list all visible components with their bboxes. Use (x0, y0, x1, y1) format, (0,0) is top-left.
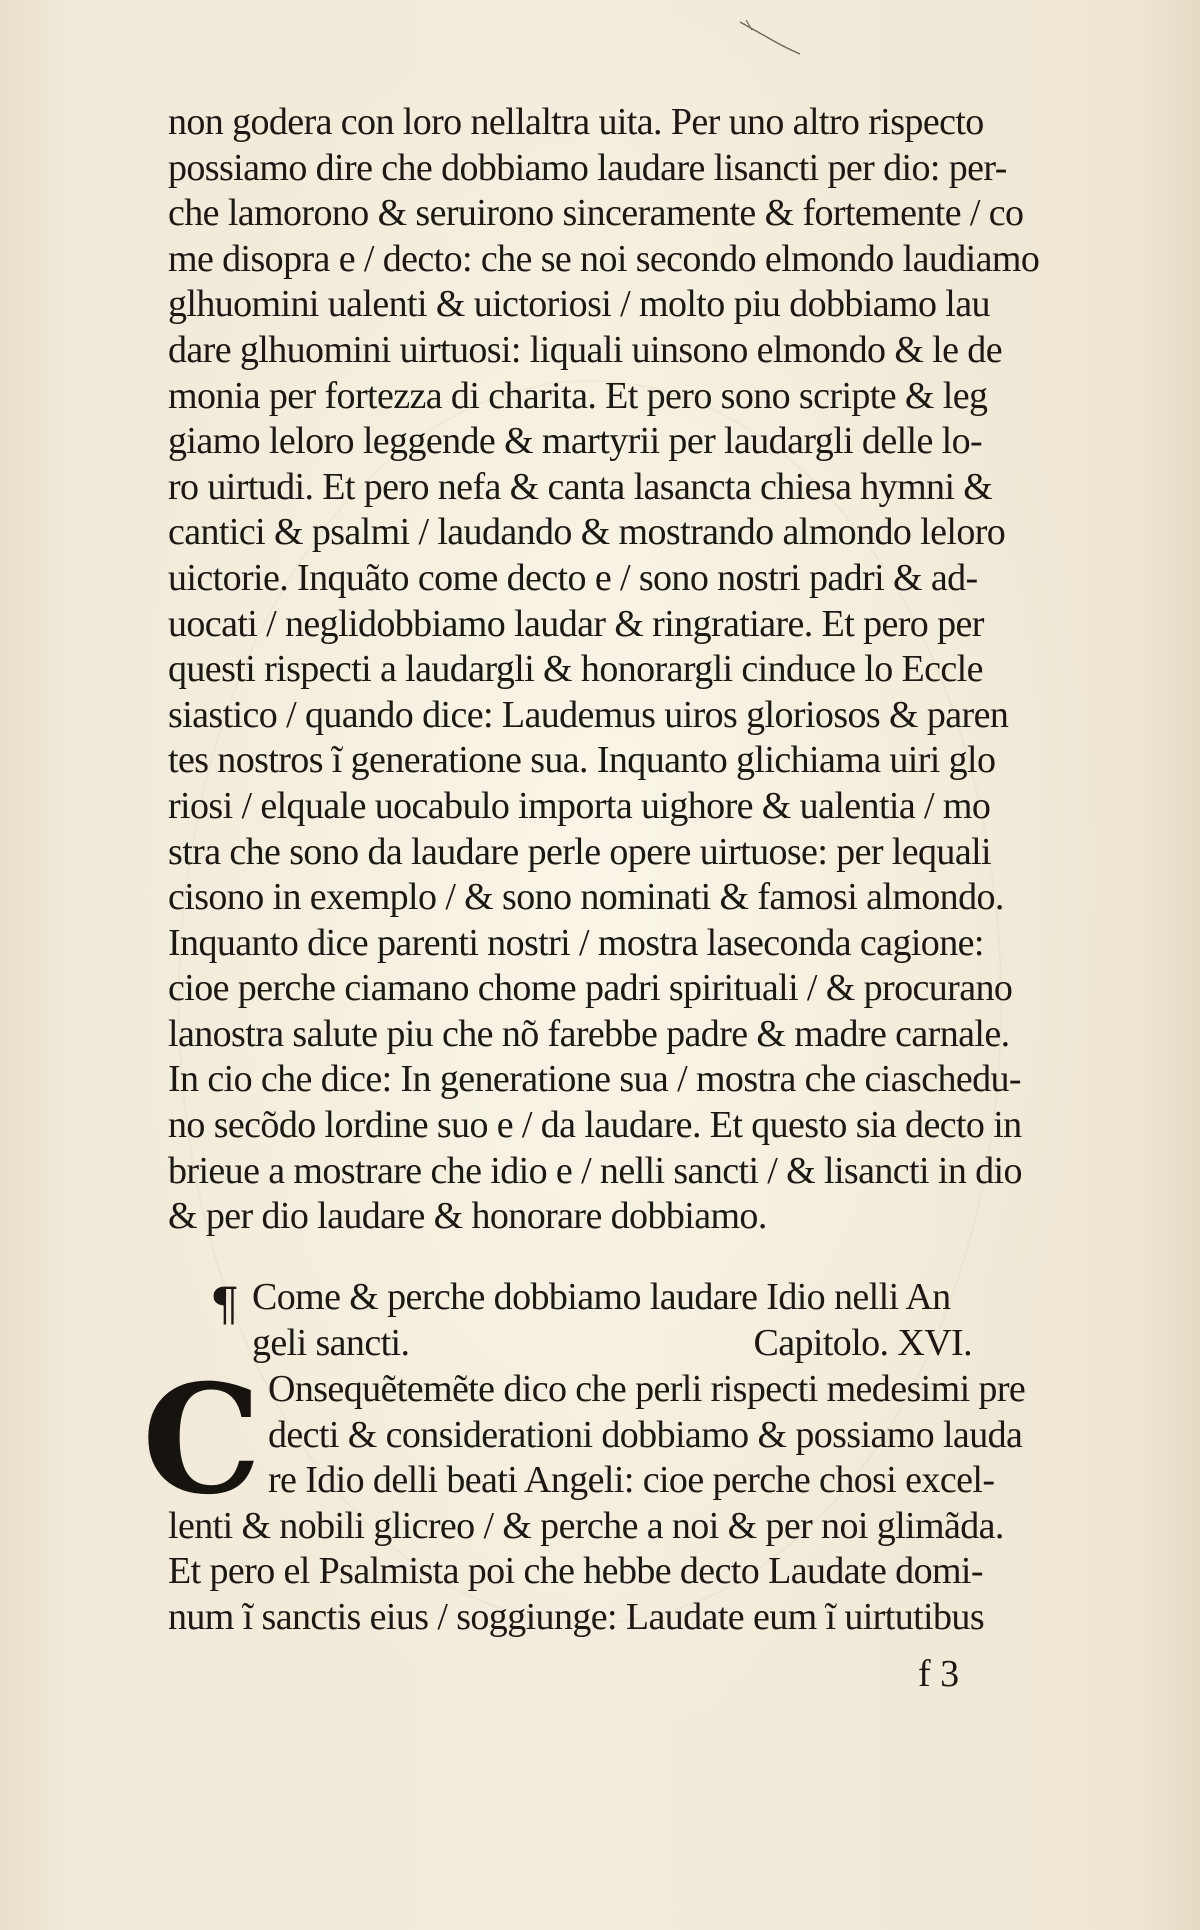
text-line: cantici & psalmi / laudando & mostrando almondo leloro (168, 511, 1006, 554)
text-line: giamo leloro leggende & martyrii per laudargli delle lo- (168, 420, 983, 463)
text-line: cioe perche ciamano chome padri spirituali / & procurano (168, 967, 1013, 1010)
text-line: Onsequẽtemẽte dico che perli rispecti medesimi pre (268, 1368, 1026, 1410)
text-line: lenti & nobili glicreo / & perche a noi & per noi glimãda. (168, 1504, 1004, 1547)
text-line: non godera con loro nellaltra uita. Per uno altro rispecto (168, 101, 984, 143)
heading-continuation: geli sancti. (252, 1321, 410, 1364)
heading-line-second (168, 1321, 972, 1367)
text-line: cisono in exemplo / & sono nominati & famosi almondo. (168, 876, 1004, 919)
text-line: siastico / quando dice: Laudemus uiros gloriosos & paren (168, 693, 1009, 736)
text-line: ro uirtudi. Et pero nefa & canta lasancta chiesa hymni & (168, 465, 993, 508)
text-line: num ĩ sanctis eius / soggiunge: Laudate eum ĩ uirtutibus (168, 1595, 985, 1638)
drop-cap: C (142, 1352, 262, 1528)
text-line: me disopra e / decto: che se noi secondo elmondo laudiamo (168, 237, 1040, 280)
text-line: uictorie. Inquãto come decto e / sono nostri padri & ad- (168, 556, 978, 599)
signature-mark: f 3 (918, 1653, 960, 1695)
text-line: dare glhuomini uirtuosi: liquali uinsono elmondo & le de (168, 328, 1002, 371)
text-line: & per dio laudare & honorare dobbiamo. (168, 1195, 767, 1238)
text-line: glhuomini ualenti & uictoriosi / molto piu dobbiamo lau (168, 283, 990, 326)
text-line: monia per fortezza di charita. Et pero sono scripte & leg (168, 374, 988, 417)
text-line: riosi / elquale uocabulo importa uighore & ualentia / mo (168, 784, 991, 827)
text-line: no secõdo lordine suo e / da laudare. Et questo sia decto in (168, 1104, 1022, 1147)
text-line: brieue a mostrare che idio e / nelli sancti / & lisancti in dio (168, 1149, 1022, 1192)
text-line: uocati / neglidobbiamo laudar & ringratiare. Et pero per (168, 602, 984, 645)
heading-line: Come & perche dobbiamo laudare Idio nelli An (252, 1276, 951, 1318)
text-line: stra che sono da laudare perle opere uirtuose: per lequali (168, 830, 992, 873)
text-line: Inquanto dice parenti nostri / mostra laseconda cagione: (168, 921, 984, 964)
text-line: decti & considerationi dobbiamo & possiamo lauda (268, 1413, 1023, 1456)
text-line: In cio che dice: In generatione sua / mostra che ciaschedu- (168, 1058, 1021, 1101)
text-line: re Idio delli beati Angeli: cioe perche chosi excel- (268, 1459, 995, 1502)
pilcrow-icon: ¶ (210, 1277, 240, 1331)
chapter-text (142, 1352, 1048, 1641)
text-line: Et pero el Psalmista poi che hebbe decto Laudate domi- (168, 1550, 983, 1593)
text-line: questi rispecti a laudargli & honorargli cinduce lo Eccle (168, 648, 983, 691)
text-line: tes nostros ĩ generatione sua. Inquanto glichiama uiri glo (168, 739, 996, 782)
text-line: possiamo dire che dobbiamo laudare lisancti per dio: per- (168, 146, 1007, 189)
text-line: lanostra salute piu che nõ farebbe padre & madre carnale. (168, 1012, 1010, 1055)
chapter-number: Capitolo. XVI. (753, 1321, 972, 1364)
text-line: che lamorono & seruirono sinceramente & fortemente / co (168, 192, 1024, 235)
chapter-heading (168, 1275, 1048, 1366)
ink-flourish-mark (738, 18, 802, 58)
main-text (168, 100, 1048, 1240)
